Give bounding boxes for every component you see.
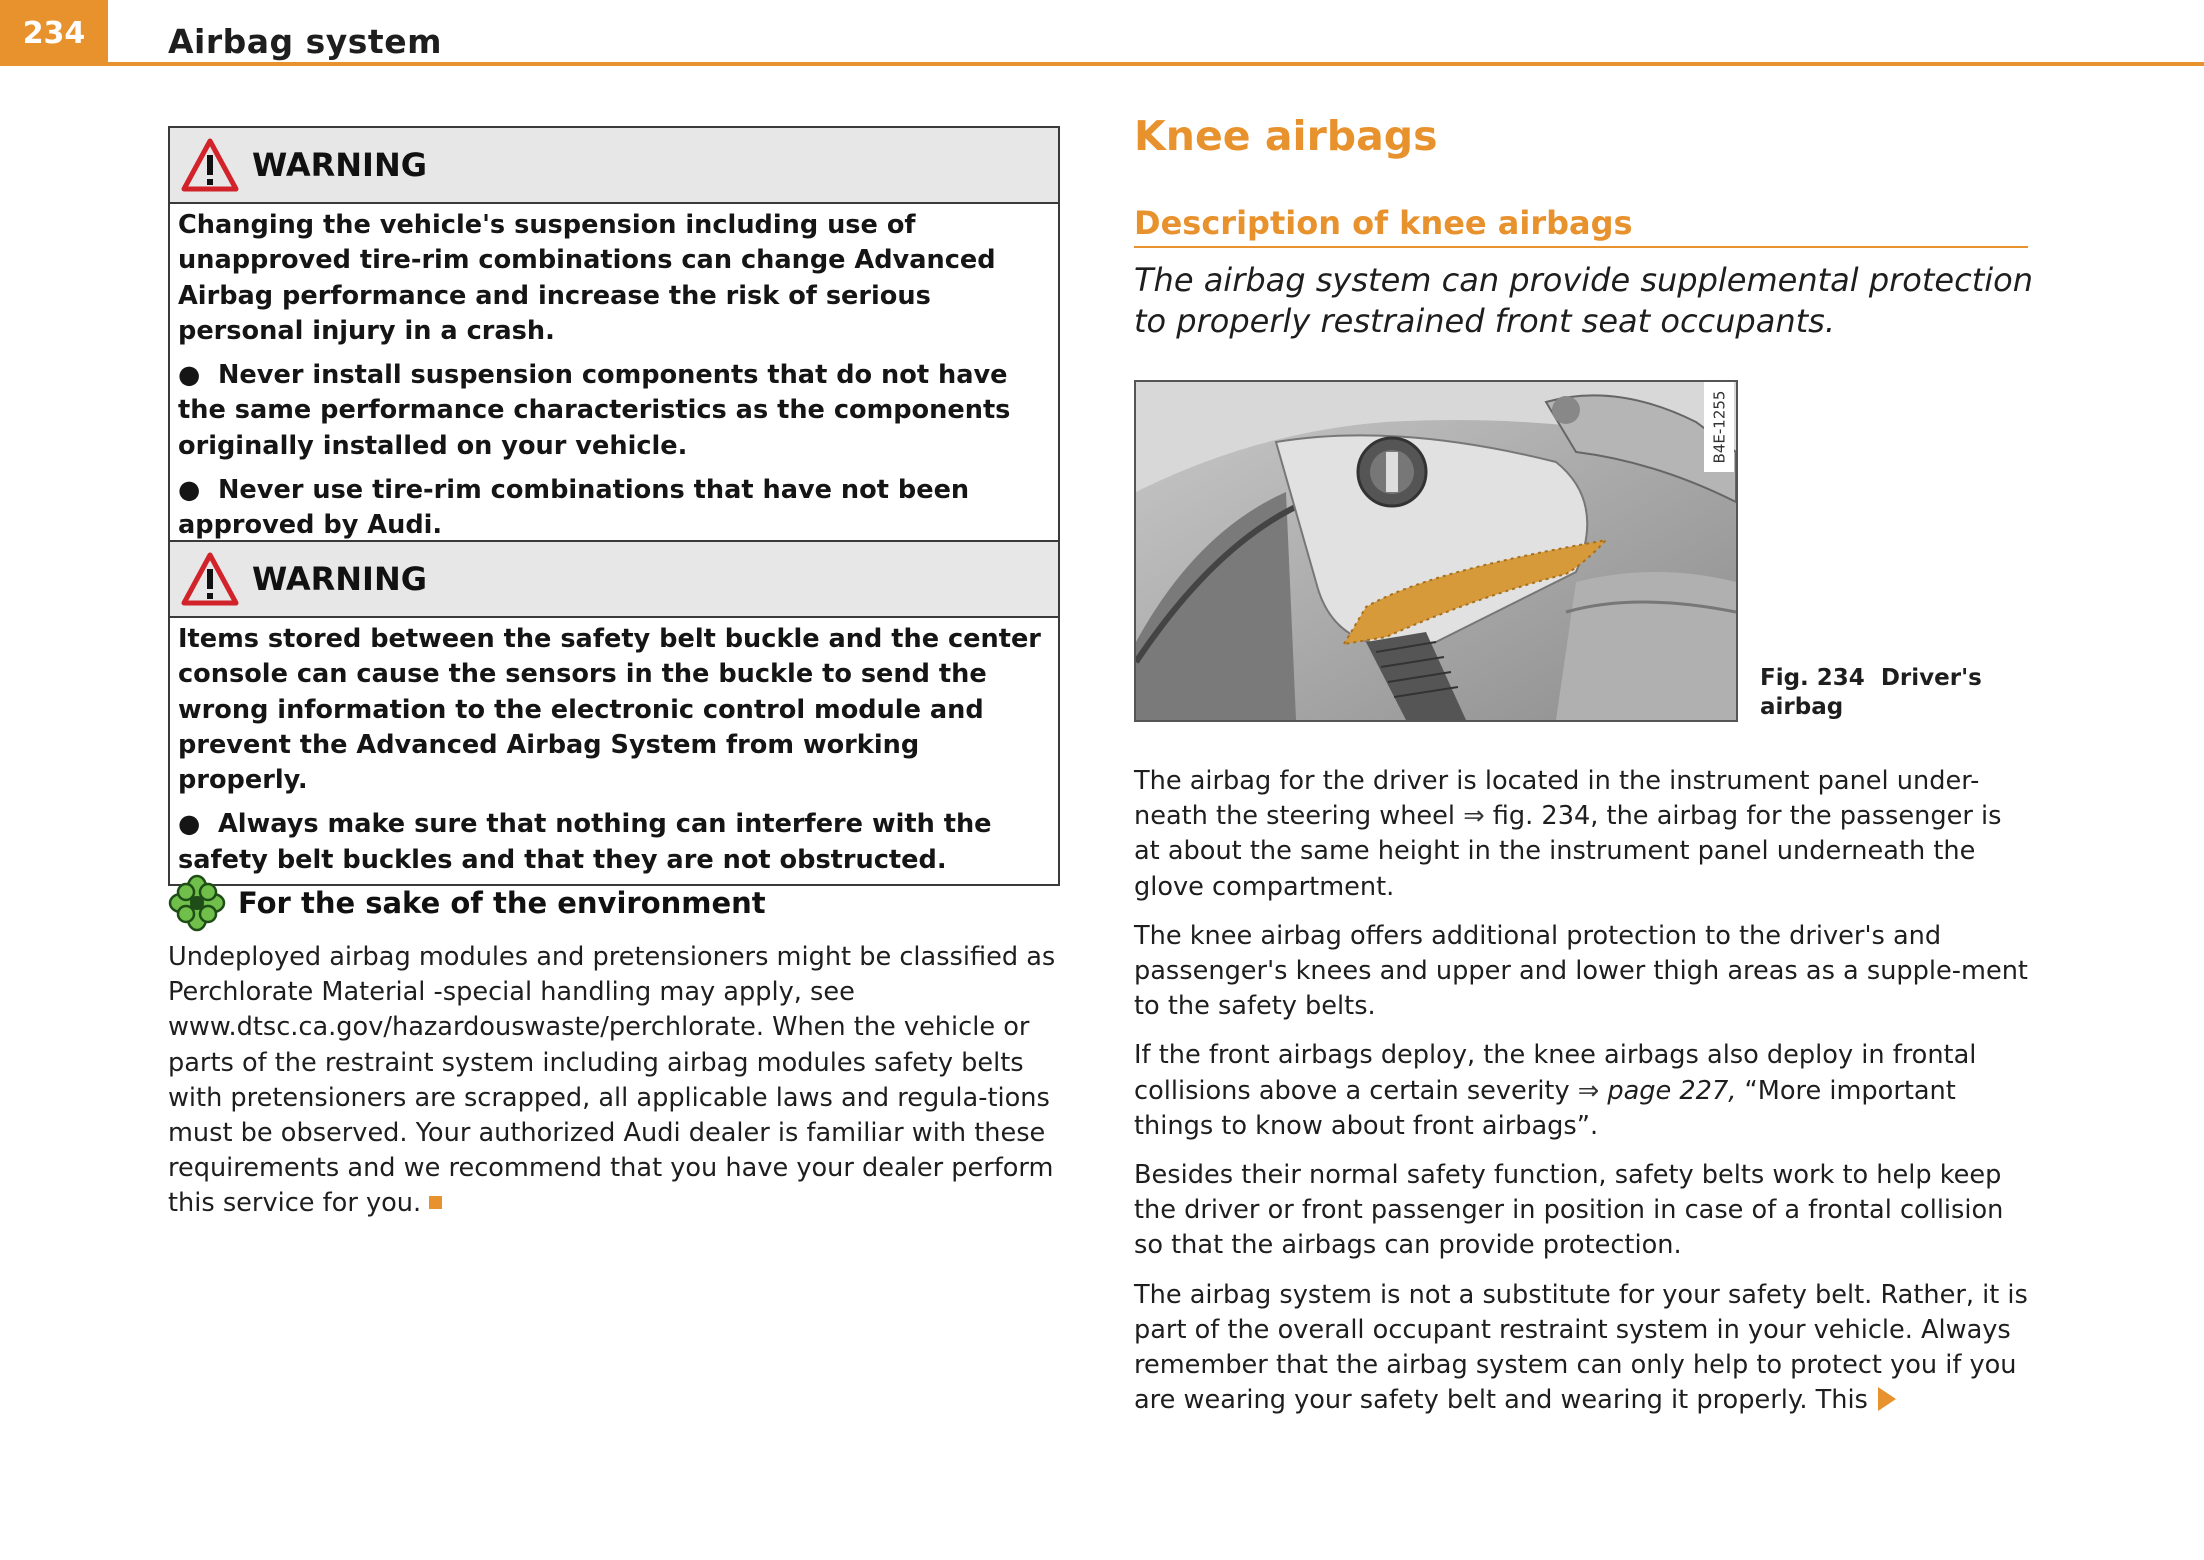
arrow-icon: ⇒ bbox=[1577, 1075, 1600, 1106]
figure-driver-knee-airbag bbox=[1134, 380, 1738, 722]
environment-text bbox=[168, 940, 1068, 1222]
environment-paragraph: Undeployed airbag modules and pretensioners might be classified as Perchlorate Material -special handling may apply, see www.dtsc.ca.gov/hazardouswaste/perchlorate. When the vehicle or parts of the restraint system including airbag modules safety belts with pretensioners are scrapped, all applicable laws and regula-tions must be observed. Your authorized Audi dealer is familiar with these requirements and we recommend that you have your dealer perform this service for you. bbox=[168, 942, 1056, 1219]
paragraph-deploy bbox=[1134, 1038, 2034, 1144]
warning-title: WARNING bbox=[252, 146, 427, 184]
warning-header bbox=[170, 542, 1058, 618]
warning-box-suspension bbox=[168, 126, 1060, 552]
bullet-text: Never install suspension components that do not have the same performance characteristics as the components originally installed on your vehicle. bbox=[178, 360, 1011, 461]
paragraph-location bbox=[1134, 764, 2034, 905]
warning-body bbox=[170, 618, 1058, 884]
end-marker-icon bbox=[429, 1196, 442, 1209]
warning-bullet bbox=[178, 358, 1050, 464]
environment-title: For the sake of the environment bbox=[238, 886, 766, 920]
text-span: “More important things to know about front airbags”. bbox=[1134, 1075, 1956, 1141]
warning-triangle-icon bbox=[180, 551, 240, 607]
continue-arrow-icon bbox=[1878, 1387, 1896, 1411]
header-rule bbox=[108, 62, 2204, 66]
flower-icon bbox=[168, 874, 226, 932]
paragraph-protection: The knee airbag offers additional protection to the driver's and passenger's knees and upper and lower thigh areas as a supple-ment to the safety belts. bbox=[1134, 920, 2028, 1022]
figure-code-text: B4E-1255 bbox=[1710, 390, 1728, 464]
bullet-text: Never use tire-rim combinations that have not been approved by Audi. bbox=[178, 475, 970, 541]
warning-bullet bbox=[178, 473, 1050, 544]
warning-header bbox=[170, 128, 1058, 204]
figure-code-label bbox=[1704, 382, 1734, 472]
page-number: 234 bbox=[0, 0, 108, 66]
caption-text: Driver's airbag bbox=[1760, 665, 1982, 720]
section-heading: Description of knee airbags bbox=[1134, 204, 1633, 242]
warning-bullet bbox=[178, 807, 1050, 878]
bullet-icon: ● bbox=[178, 475, 201, 506]
text-span: The airbag for the driver is located in the instrument panel under-neath the steering wheel bbox=[1134, 766, 1980, 832]
figure-reference-link[interactable]: fig. 234 bbox=[1492, 801, 1591, 832]
text-span: The airbag system is not a substitute for your safety belt. Rather, it is part of the overall occupant restraint system in your vehicle. Always remember that the airbag system can only help to protect you if you are wearing your safety belt and wearing it properly. This bbox=[1134, 1279, 2028, 1416]
intro-text: The airbag system can provide supplemental protection to properly restrained front seat occupants. bbox=[1134, 261, 2033, 340]
arrow-icon: ⇒ bbox=[1463, 801, 1485, 832]
paragraph-belts: Besides their normal safety function, safety belts work to help keep the driver or front passenger in position in case of a frontal collision so that the airbags can provide protection. bbox=[1134, 1160, 2004, 1261]
bullet-icon: ● bbox=[178, 809, 201, 840]
warning-title: WARNING bbox=[252, 560, 427, 598]
bullet-text: Always make sure that nothing can interfere with the safety belt buckles and that they are not obstructed. bbox=[178, 809, 992, 875]
caption-label: Fig. 234 bbox=[1760, 665, 1865, 691]
body-text bbox=[1134, 764, 2034, 1432]
figure-caption bbox=[1760, 664, 2020, 722]
bullet-icon: ● bbox=[178, 360, 201, 391]
warning-intro: Items stored between the safety belt buckle and the center console can cause the sensors in the buckle to send the wrong information to the electronic control module and prevent the Advanced Airbag System from working properly. bbox=[178, 624, 1041, 796]
text-span: If the front airbags deploy, the knee airbags also deploy in frontal collisions above a certain severity bbox=[1134, 1040, 1977, 1106]
environment-header bbox=[168, 874, 766, 932]
chapter-heading: Knee airbags bbox=[1134, 112, 1438, 160]
text-span: , the airbag for the passenger is at about the same height in the instrument panel underneath the glove compartment. bbox=[1134, 801, 2002, 902]
paragraph-substitute bbox=[1134, 1278, 2034, 1419]
warning-box-buckle bbox=[168, 540, 1060, 886]
section-rule bbox=[1134, 246, 2028, 248]
warning-intro: Changing the vehicle's suspension including use of unapproved tire-rim combinations can change Advanced Airbag performance and increase the risk of serious personal injury in a crash. bbox=[178, 210, 996, 346]
section-title: Airbag system bbox=[168, 22, 442, 61]
warning-body bbox=[170, 204, 1058, 550]
knee-airbag-illustration bbox=[1136, 382, 1736, 720]
warning-triangle-icon bbox=[180, 137, 240, 193]
page-reference-link[interactable]: page 227, bbox=[1607, 1075, 1737, 1106]
